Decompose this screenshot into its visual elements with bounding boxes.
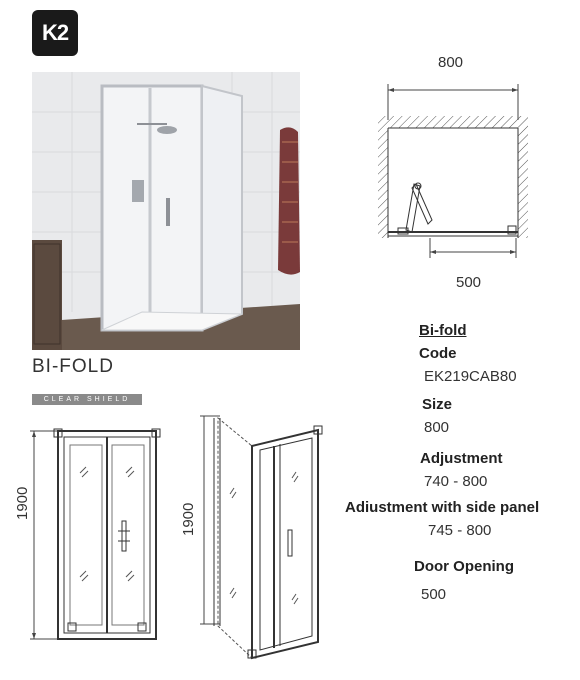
product-title: BI-FOLD xyxy=(32,356,114,377)
front-elevation-diagram xyxy=(28,425,168,645)
perspective-diagram xyxy=(190,410,340,665)
spec-code-value: EK219CAB80 xyxy=(424,368,517,385)
clear-shield-badge: CLEAR SHIELD xyxy=(32,394,142,405)
spec-adjustment-label: Adjustment xyxy=(420,450,503,467)
spec-adjustment-value: 740 - 800 xyxy=(424,473,488,490)
plan-width-label: 800 xyxy=(438,54,464,71)
spec-adjustment-side-label: Adiustment with side panel xyxy=(345,499,540,516)
shower-photo-illustration xyxy=(32,72,300,350)
spec-adjustment-side-value: 745 - 800 xyxy=(428,522,492,539)
spec-section-title: Bi-fold xyxy=(419,322,467,339)
spec-door-opening-label: Door Opening xyxy=(414,558,514,575)
spec-size-label: Size xyxy=(422,396,453,413)
plan-opening-label: 500 xyxy=(456,274,482,291)
product-photo xyxy=(32,72,300,350)
side-height-label: 1900 xyxy=(180,502,197,536)
logo-text: K2 xyxy=(41,20,69,45)
spec-size-value: 800 xyxy=(424,419,450,436)
spec-door-opening-value: 500 xyxy=(421,586,447,603)
plan-diagram xyxy=(370,80,540,260)
front-height-label: 1900 xyxy=(14,486,31,520)
brand-logo xyxy=(32,10,78,56)
spec-code-label: Code xyxy=(419,345,457,362)
